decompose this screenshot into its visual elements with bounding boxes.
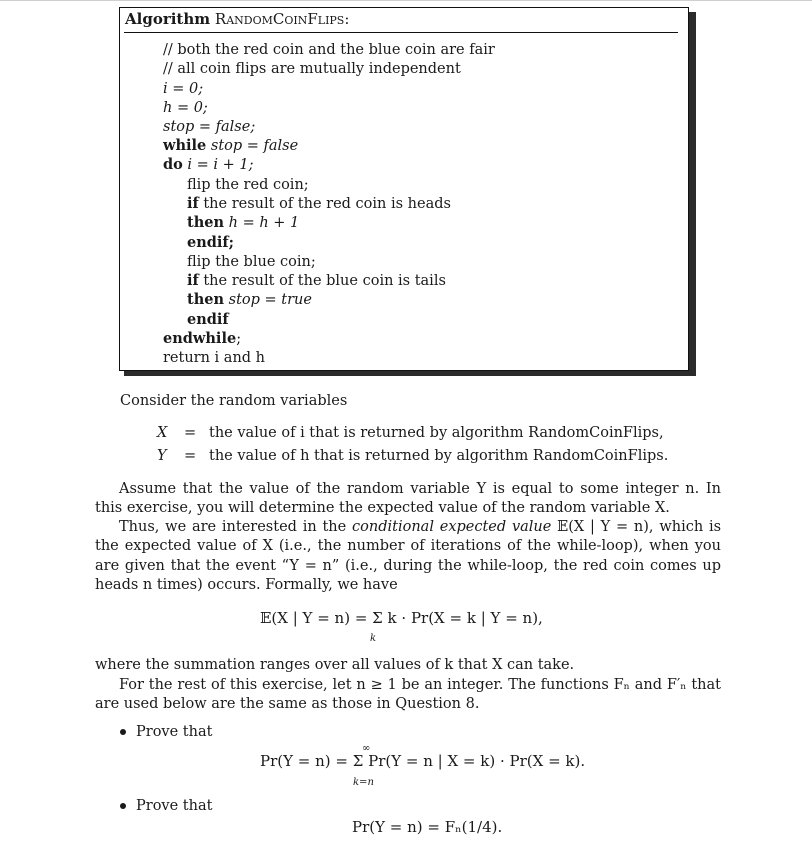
algo-if-red-condition: the result of the red coin is heads — [203, 196, 451, 212]
bullet-prove-2-text: Prove that — [136, 798, 213, 814]
algo-do-statement: i = i + 1; — [187, 157, 254, 173]
algo-if-blue-line — [187, 272, 446, 290]
algorithm-title — [125, 10, 349, 28]
algorithm-label: Algorithm — [125, 10, 211, 28]
algo-do-line — [163, 156, 254, 174]
paragraph-summation: where the summation ranges over all values of k that X can take. — [95, 657, 575, 673]
algo-if-blue-condition: the result of the blue coin is tails — [203, 273, 446, 289]
algo-while-keyword: while — [163, 137, 207, 154]
paragraph-conditional — [95, 518, 721, 595]
def-y-text: the value of h that is returned by algorithm RandomCoinFlips. — [209, 448, 669, 464]
algo-stop-init: stop = false; — [163, 119, 256, 135]
algo-then-keyword-2: then — [187, 291, 225, 308]
algo-comment-2: // all coin flips are mutually independent — [163, 61, 461, 77]
def-x-equals: = — [184, 425, 197, 441]
def-y-equals: = — [184, 448, 197, 464]
bullet-dot-2 — [120, 803, 126, 809]
algo-return: return i and h — [163, 350, 266, 366]
def-x-variable: X — [157, 425, 168, 441]
paragraph-functions: For the rest of this exercise, let n ≥ 1 be an integer. The functions Fₙ and F′ₙ that are used below are the same as those in Question 8. — [95, 677, 721, 713]
algo-flip-blue: flip the blue coin; — [187, 254, 316, 270]
algo-while-condition: stop = false — [210, 138, 299, 154]
equation-sum-lower-limit: k=n — [353, 777, 374, 788]
algo-endwhile-keyword: endwhile — [163, 330, 237, 347]
algo-do-keyword: do — [163, 156, 183, 173]
def-x-text: the value of i that is returned by algorithm RandomCoinFlips, — [209, 425, 664, 441]
algo-while-line — [163, 137, 298, 155]
algo-endwhile-line — [163, 330, 241, 348]
algorithm-title-rule — [124, 32, 678, 33]
bullet-dot-1 — [120, 729, 126, 735]
bullet-prove-2 — [120, 798, 212, 814]
paragraph-conditional-start: Thus, we are interested in the — [119, 519, 347, 535]
consider-text: Consider the random variables — [120, 393, 348, 409]
bullet-prove-1 — [120, 724, 212, 740]
algo-then-red-statement: h = h + 1 — [228, 215, 300, 231]
algo-if-red-line — [187, 195, 451, 213]
equation-pr-y-equals-n: Pr(Y = n) = Fₙ(1/4). — [352, 818, 503, 836]
algo-endif-red: endif; — [187, 234, 235, 251]
def-y-variable: Y — [157, 448, 167, 464]
page-top-rule — [0, 0, 812, 1]
equation-expectation-subscript: k — [370, 633, 377, 644]
algo-if-keyword-2: if — [187, 272, 199, 289]
conditional-expected-value-term: conditional expected value — [352, 519, 552, 535]
algo-then-blue-line — [187, 291, 312, 309]
algo-i-init: i = 0; — [163, 81, 204, 97]
algo-if-keyword: if — [187, 195, 199, 212]
algo-flip-red: flip the red coin; — [187, 177, 309, 193]
equation-total-probability: Pr(Y = n) = Σ Pr(Y = n | X = k) · Pr(X = k). — [260, 752, 586, 770]
algo-endif-blue: endif — [187, 311, 229, 328]
algo-then-keyword: then — [187, 214, 225, 231]
equation-expectation: 𝔼(X | Y = n) = Σ k · Pr(X = k | Y = n), — [260, 609, 543, 627]
bullet-prove-1-text: Prove that — [136, 724, 213, 740]
algo-then-blue-statement: stop = true — [228, 292, 312, 308]
equation-sum-upper-limit: ∞ — [362, 743, 371, 754]
paragraph-assume: Assume that the value of the random variable Y is equal to some integer n. In this exercise, you will determine the expected value of the random variable X. — [95, 481, 721, 517]
algo-comment-1: // both the red coin and the blue coin are fair — [163, 42, 495, 58]
algorithm-name: RandomCoinFlips: — [214, 10, 350, 28]
algorithm-box — [119, 7, 689, 371]
algo-endwhile-semicolon: ; — [236, 331, 242, 347]
paragraph-conditional-rest: 𝔼(X | Y = n), which is the expected value of X (i.e., the number of iterations of the while-loop), when you are given that the event “Y = n” (i.e., during the while-loop, the red coin comes up heads n times) occurs. Formally, we have — [95, 519, 722, 593]
algo-h-init: h = 0; — [163, 100, 208, 116]
algo-then-red-line — [187, 214, 299, 232]
